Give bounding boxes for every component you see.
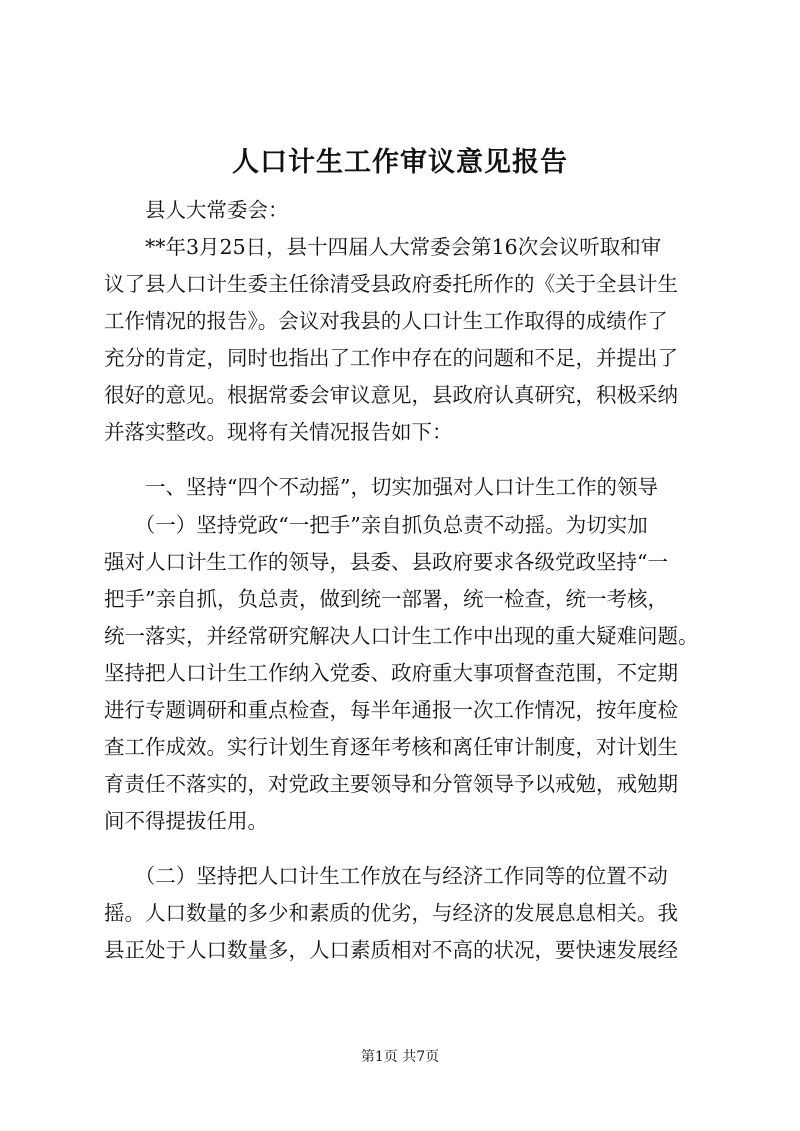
- body-line: 强对人口计生工作的领导，县委、县政府要求各级党政坚持“一: [104, 550, 668, 574]
- body-line: 进行专题调研和重点检查，每半年通报一次工作情况，按年度检: [104, 698, 678, 722]
- body-line: 统一落实，并经常研究解决人口计生工作中出现的重大疑难问题。: [104, 624, 699, 648]
- body-line: 摇。人口数量的多少和素质的优劣，与经济的发展息息相关。我: [104, 901, 678, 925]
- page-number-footer: 第1页 共7页: [360, 1049, 440, 1065]
- body-line: 把手”亲自抓，负总责，做到统一部署，统一检查，统一考核，: [104, 587, 668, 611]
- body-line: 工作情况的报告》。会议对我县的人口计生工作取得的成绩作了: [104, 309, 668, 333]
- body-line: 查工作成效。实行计划生育逐年考核和离任审计制度，对计划生: [104, 735, 678, 759]
- section-heading: 一、坚持“四个不动摇”，切实加强对人口计生工作的领导: [104, 475, 658, 499]
- body-line: 育责任不落实的，对党政主要领导和分管领导予以戒勉，戒勉期: [104, 772, 678, 796]
- body-line: 并落实整改。现将有关情况报告如下：: [104, 420, 453, 444]
- body-line: 很好的意见。根据常委会审议意见，县政府认真研究，积极采纳: [104, 383, 678, 407]
- body-line: 议了县人口计生委主任徐清受县政府委托所作的《关于全县计生: [104, 272, 678, 296]
- body-line: 间不得提拔任用。: [104, 809, 268, 833]
- body-line: 充分的肯定，同时也指出了工作中存在的问题和不足，并提出了: [104, 346, 678, 370]
- body-line: 县正处于人口数量多，人口素质相对不高的状况，要快速发展经: [104, 938, 678, 962]
- body-line: 坚持把人口计生工作纳入党委、政府重大事项督查范围，不定期: [104, 661, 678, 685]
- body-line: **年3月25日，县十四届人大常委会第16次会议听取和审: [104, 235, 662, 259]
- document-title: 人口计生工作审议意见报告: [232, 147, 568, 178]
- body-line: （一）坚持党政“一把手”亲自抓负总责不动摇。为切实加: [104, 513, 648, 537]
- body-line: 县人大常委会：: [104, 198, 289, 222]
- body-line: （二）坚持把人口计生工作放在与经济工作同等的位置不动: [104, 864, 668, 888]
